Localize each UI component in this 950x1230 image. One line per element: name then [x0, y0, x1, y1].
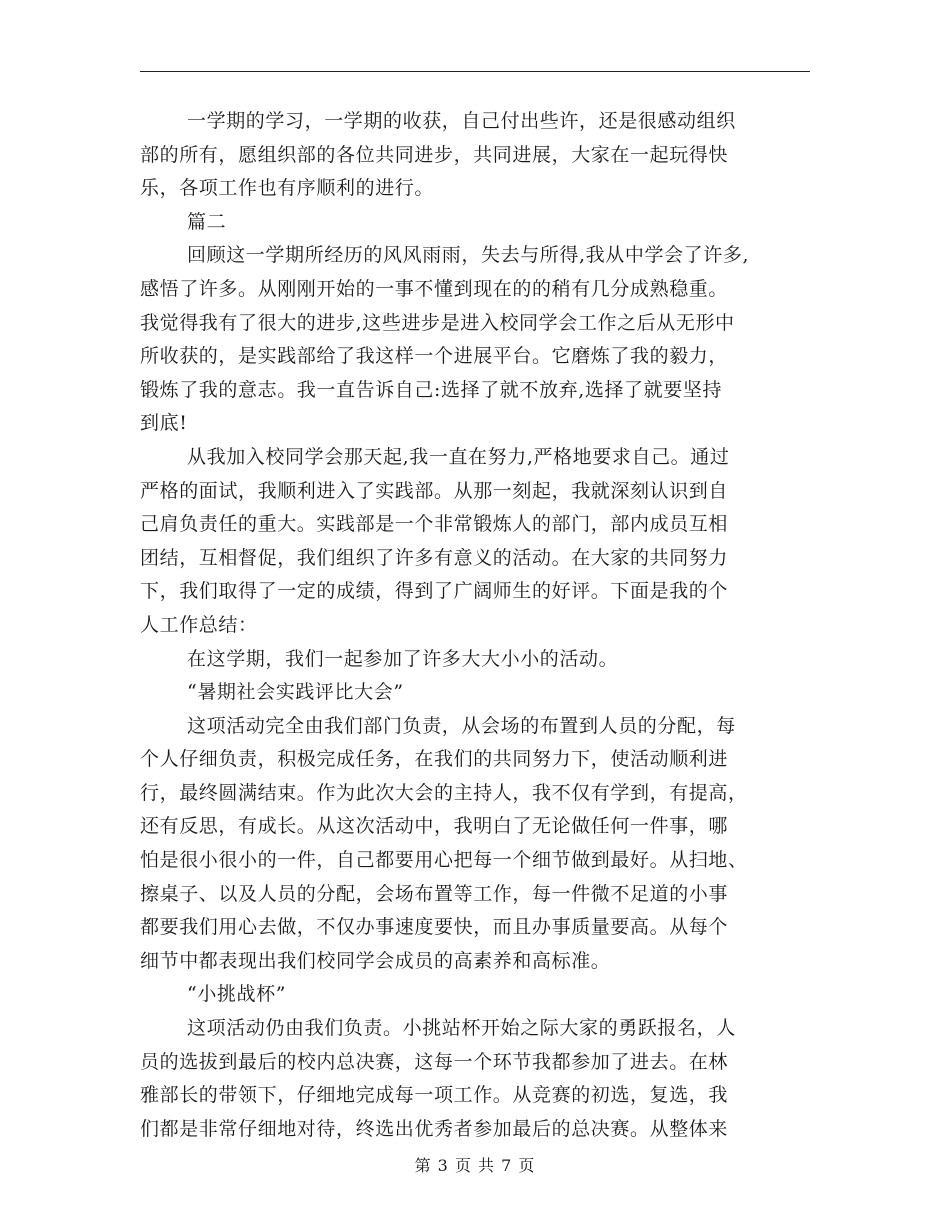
text-line: 员的选拔到最后的校内总决赛，这每一个环节我都参加了进去。在林 — [140, 1050, 729, 1073]
document-body — [140, 105, 810, 1146]
text-line: 行，最终圆满结束。作为此次大会的主持人，我不仅有学到，有提高， — [140, 781, 748, 804]
text-line: 这项活动仍由我们负责。小挑站杯开始之际大家的勇跃报名，人 — [187, 1017, 736, 1040]
page-footer: 第 3 页 共 7 页 — [414, 1156, 536, 1175]
text-line: 下，我们取得了一定的成绩，得到了广阔师生的好评。下面是我的个 — [140, 580, 729, 603]
text-line: 回顾这一学期所经历的风风雨雨，失去与所得,我从中学会了许多, — [187, 244, 750, 267]
text-line: 细节中都表现出我们校同学会成员的高素养和高标准。 — [140, 949, 611, 972]
text-line: 个人仔细负责，积极完成任务，在我们的共同努力下，使活动顺利进 — [140, 748, 729, 771]
text-line: 们都是非常仔细地对待，终选出优秀者参加最后的总决赛。从整体来 — [140, 1117, 729, 1140]
text-line: 人工作总结： — [140, 613, 258, 636]
header-rule — [140, 71, 810, 72]
text-line: 还有反思，有成长。从这次活动中，我明白了无论做任何一件事，哪 — [140, 815, 729, 838]
text-line: 在这学期，我们一起参加了许多大大小小的活动。 — [187, 647, 619, 670]
text-line: 雅部长的带领下，仔细地完成每一项工作。从竞赛的初选，复选，我 — [140, 1084, 729, 1107]
text-line: 篇二 — [187, 210, 227, 233]
text-line: 擦桌子、以及人员的分配，会场布置等工作，每一件微不足道的小事 — [140, 882, 729, 905]
text-line: 怕是很小很小的一件，自己都要用心把每一个细节做到最好。从扫地、 — [140, 849, 748, 872]
text-line: 从我加入校同学会那天起,我一直在努力,严格地要求自己。通过 — [187, 445, 730, 468]
text-line: 乐，各项工作也有序顺利的进行。 — [140, 177, 435, 200]
text-line: 都要我们用心去做，不仅办事速度要快，而且办事质量要高。从每个 — [140, 916, 729, 939]
text-line: 一学期的学习，一学期的收获，自己付出些许，还是很感动组织 — [187, 110, 736, 132]
text-line: 严格的面试，我顺利进入了实践部。从那一刻起，我就深刻认识到自 — [140, 479, 729, 502]
text-line: 到底! — [140, 412, 188, 435]
text-line: 感悟了许多。从刚刚开始的一事不懂到现在的的稍有几分成熟稳重。 — [140, 277, 729, 300]
text-line: 锻炼了我的意志。我一直告诉自己:选择了就不放弃,选择了就要坚持 — [140, 378, 723, 401]
text-line: 己肩负责任的重大。实践部是一个非常锻炼人的部门，部内成员互相 — [140, 513, 729, 536]
text-line: 团结，互相督促，我们组织了许多有意义的活动。在大家的共同努力 — [140, 546, 729, 569]
text-line: 这项活动完全由我们部门负责，从会场的布置到人员的分配，每 — [187, 714, 736, 737]
text-line: “暑期社会实践评比大会” — [187, 681, 404, 704]
text-line: 所收获的，是实践部给了我这样一个进展平台。它磨炼了我的毅力， — [140, 345, 729, 368]
text-line: 我觉得我有了很大的进步,这些进步是进入校同学会工作之后从无形中 — [140, 311, 735, 334]
text-line: “小挑战杯” — [187, 983, 287, 1006]
text-line: 部的所有，愿组织部的各位共同进步，共同进展，大家在一起玩得快 — [140, 143, 729, 166]
